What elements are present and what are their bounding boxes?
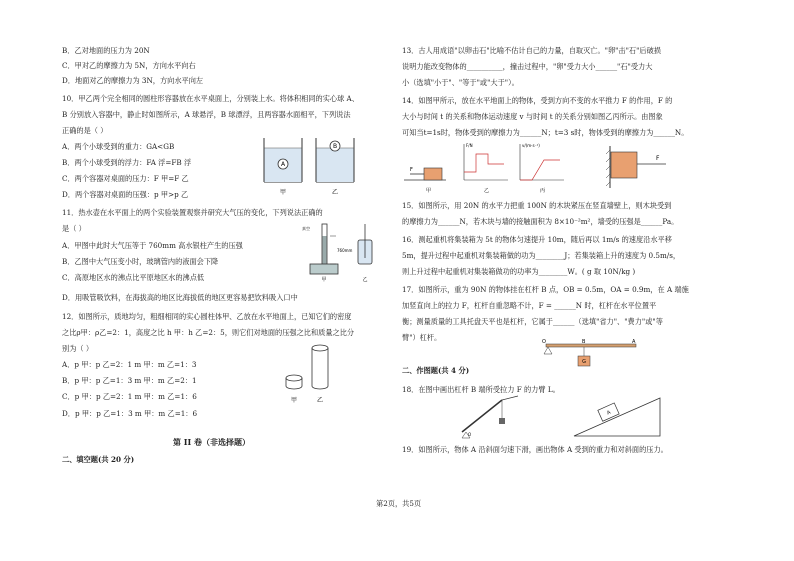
label-yi: 乙	[331, 189, 339, 196]
containers-figure	[258, 134, 362, 200]
cylinders-figure	[282, 342, 342, 406]
ball-b-label: B	[332, 143, 338, 150]
baro-vacuum: 真空	[302, 226, 310, 231]
right-text-line: 的摩擦力为______N，若木块与墙的接触面积为 8×10⁻²m²，墙受的压强是______Pa。	[402, 217, 679, 226]
right-text-line: 5m，提升过程中起重机对集装箱做的功为________J；若集装箱上升的速度为 0.5m/s，	[402, 251, 681, 260]
cyl-label-jia: 甲	[290, 397, 298, 404]
left-text-line: 别为（ ）	[62, 344, 94, 353]
right-text-line: 14．如图甲所示，放在水平地面上的物体，受到方向不变的水平推力 F 的作用，F 的	[402, 96, 673, 105]
baro-height: 760mm	[337, 248, 353, 253]
left-text-line: B．乙图中大气压变小时，玻璃管内的液面会下降	[62, 257, 219, 266]
baro-label-jia: 甲	[321, 277, 327, 283]
right-text-line: 17．如图所示，重为 90N 的物体挂在杠杆 B 点，OB = 0.5m，OA = 0.9m，在 A 端施	[402, 285, 689, 294]
incline-figure	[570, 392, 666, 440]
container-jia	[264, 138, 302, 182]
right-text-line: 可知当t=1s时，物体受到的摩擦力为______N；t=3 s时，物体受到的摩擦力为______N。	[402, 128, 689, 137]
label-jia: 甲	[279, 189, 287, 196]
weight-g-label: G	[582, 359, 586, 365]
left-text-line: D．两个容器对桌面的压强：p 甲>p 乙	[62, 190, 189, 199]
left-text-line: B 分别放入容器中，静止时如图所示，A 球悬浮，B 球漂浮，且两容器水面相平，下列说法	[62, 110, 351, 119]
left-text-line: 11．热水壶在水平面上的两个实验装置观察并研究大气压的变化，下列说法正确的	[62, 208, 323, 217]
bent-lever-figure	[458, 392, 522, 440]
lever-a-label: A	[632, 339, 636, 345]
right-text-line: 衡；测量质量的工具托盘天平也是杠杆，它属于______（选填"省力"、"费力"或"等	[402, 317, 663, 326]
cyl-label-yi: 乙	[316, 397, 324, 404]
right-text-line: 18．在图中画出杠杆 B 端所受拉力 F 的力臂 L。	[402, 385, 560, 394]
pivot-o-label: O	[468, 432, 472, 437]
container-yi	[316, 138, 354, 182]
force-time-figures	[404, 140, 584, 196]
right-text-line: 臂"）杠杆。	[402, 333, 442, 342]
right-text-line: 15．如图所示，用 20N 的水平力把重 100N 的木块紧压在竖直墙壁上，则木块受到	[402, 201, 672, 210]
left-text-line: D．地面对乙的摩擦力为 3N，方向水平向左	[62, 76, 204, 85]
left-text-line: D．用吸管吸饮料，在海拔高的地区比海拔低的地区更容易把饮料吸入口中	[62, 293, 298, 302]
graph-label-jia: 甲	[426, 188, 432, 194]
page-footer: 第2页，共5页	[376, 499, 422, 508]
wall-block-figure	[604, 144, 678, 190]
block-a-label: A	[606, 409, 612, 417]
right-text-line: 则上升过程中起重机对集装箱做功的功率为________W。( g 取 10N/kg )	[402, 267, 636, 276]
left-text-line: 12．如图所示，质地均匀，粗细相同的实心圆柱体甲、乙放在水平地面上，已知它们的密度	[62, 312, 352, 321]
pushed-block	[404, 167, 446, 194]
ball-a-label: A	[280, 161, 286, 168]
right-text-line: 19．如图所示，物体 A 沿斜面匀速下滑，画出物体 A 受到的重力和对斜面的压力。	[402, 445, 668, 454]
left-text-line: D．p 甲：p 乙=1：3 m 甲：m 乙=1：6	[62, 409, 198, 418]
v-axis-label: v/(m·s⁻¹)	[522, 143, 540, 148]
lever-o-label: O	[542, 339, 546, 345]
left-text-line: B．两个小球受到的浮力：FA 浮=FB 浮	[62, 158, 192, 167]
baro-label-yi: 乙	[362, 277, 368, 283]
v-t-graph	[520, 143, 564, 194]
right-text-line: 13．古人用成语"以卵击石"比喻不估计自己的力量，自取灭亡。"卵"击"石"后破损	[402, 46, 661, 55]
left-text-line: 之比ρ甲：ρ乙=2：1，高度之比 h 甲：h 乙=2：5，则它们对地面的压强之比和质量之比分	[62, 328, 355, 337]
left-text-line: C．两个容器对桌面的压力：F 甲=F 乙	[62, 174, 189, 183]
section-drawing-heading: 二、作图题(共 4 分)	[402, 366, 470, 375]
left-text-line: A．p 甲：p 乙=2：1 m 甲：m 乙=1：3	[62, 360, 197, 369]
push-force-label: F	[410, 167, 413, 173]
lever-figure	[540, 334, 650, 374]
left-text-line: C．甲对乙的摩擦力为 5N，方向水平向右	[62, 61, 196, 70]
left-text-line: C．p 甲：p 乙=2：1 m 甲：m 乙=1：6	[62, 392, 197, 401]
pressed-block	[611, 152, 637, 178]
left-text-line: A．两个小球受到的重力：GA<GB	[62, 142, 175, 151]
right-text-line: 说明力能改变物体的__________，撞击过程中，"卵"受力大小______"石"受力大	[402, 62, 653, 71]
lever-b-label: B	[582, 339, 586, 345]
f-t-graph	[464, 143, 508, 194]
hanging-weight	[499, 418, 505, 424]
right-text-line: 16．测起重机将集装箱为 5t 的物体匀速提升 10m，随后再以 1m/s 的速度沿水平移	[402, 235, 672, 244]
right-text-line: 加竖直向上的拉力 F，杠杆自重忽略不计，F = ______N 时，杠杆在水平位置平	[402, 301, 657, 310]
right-text-line: 小（选填"小于"、"等于"或"大于"）。	[402, 78, 519, 87]
left-text-line: 正确的是（ ）	[62, 126, 108, 135]
right-text-line: 大小与时间 t 的关系和物体运动速度 v 与时间 t 的关系分别如图乙丙所示。由图象	[402, 112, 663, 121]
section-title: 第 II 卷（非选择题）	[173, 437, 251, 447]
left-text-line: B．乙对地面的压力为 20N	[62, 46, 150, 55]
left-text-line: 是（ ）	[62, 224, 86, 233]
wall-force-label: F	[656, 155, 660, 162]
graph-label-bing: 丙	[540, 188, 546, 194]
left-text-line: 10．甲乙两个完全相同的圆柱形容器放在水平桌面上，分别装上水。将体积相同的实心球 A、	[62, 94, 359, 103]
graph-label-yi: 乙	[484, 188, 490, 194]
left-text-line: C．高原地区水的沸点比平原地区水的沸点低	[62, 273, 205, 282]
barometer-figure	[300, 218, 380, 286]
left-text-line: B．p 甲：p 乙=1：3 m 甲：m 乙=2：1	[62, 376, 197, 385]
left-text-line: A．甲图中此时大气压等于 760mm 高水银柱产生的压强	[62, 241, 243, 250]
section-fill-blank-heading: 二、填空题(共 20 分)	[62, 455, 135, 464]
f-axis-label: F/N	[466, 143, 473, 148]
